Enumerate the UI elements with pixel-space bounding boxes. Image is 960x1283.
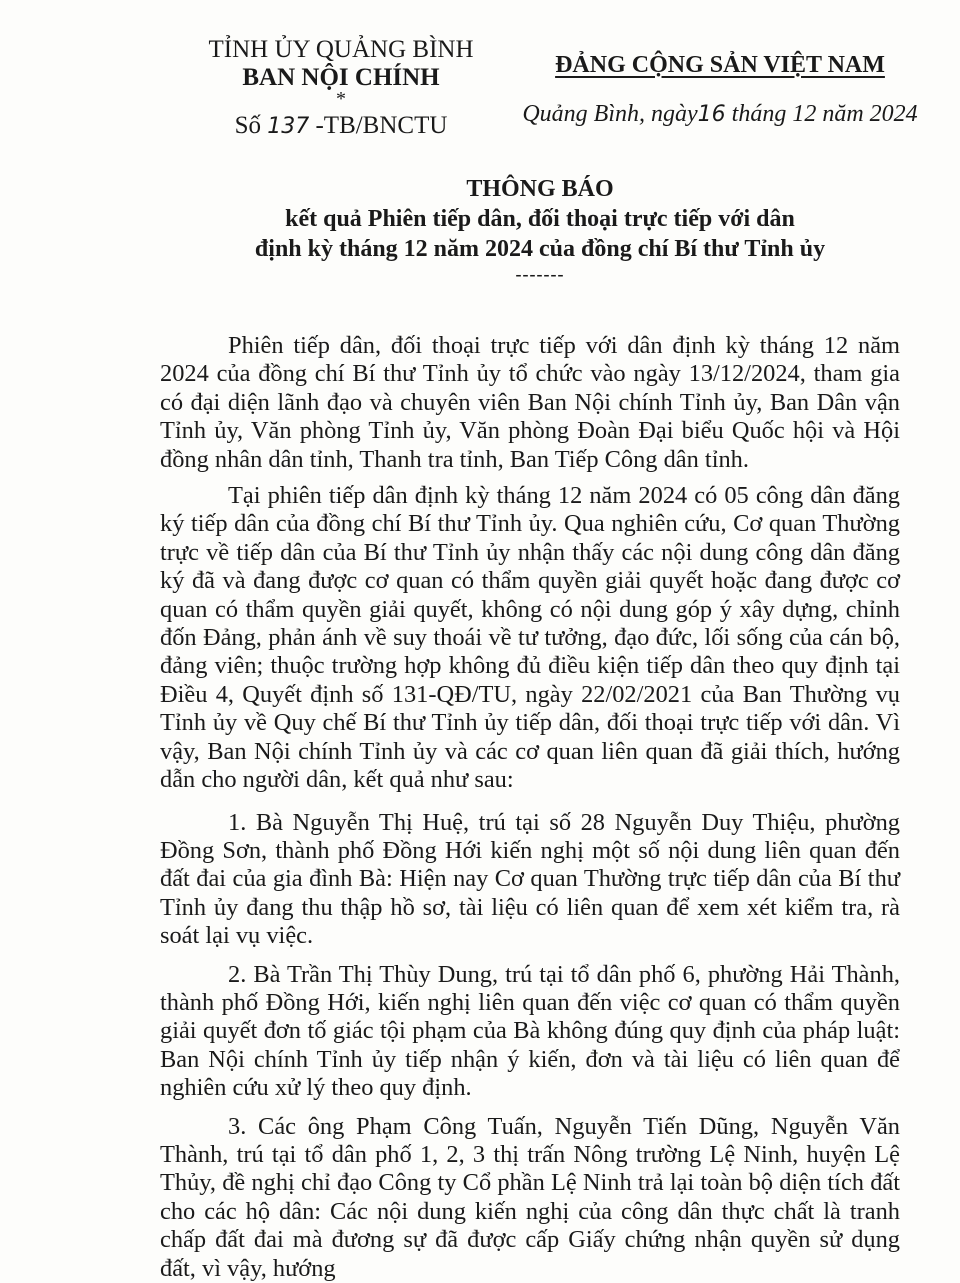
list-item-2: 2. Bà Trần Thị Thùy Dung, trú tại tổ dân phố 6, phường Hải Thành, thành phố Đồng Hới, kiến nghị liên quan đến việc cơ quan có thẩm quyền giải quyết đơn tố giác tội phạm của Bà không đúng quy định của pháp luật: Ban Nội chính Tỉnh ủy tiếp nhận ý kiến, đơn và tài liệu có liên quan để nghiên cứu xử lý theo quy định. bbox=[160, 960, 900, 1102]
party-header bbox=[520, 52, 920, 128]
paragraph-intro: Phiên tiếp dân, đối thoại trực tiếp với dân định kỳ tháng 12 năm 2024 của đồng chí Bí thư Tỉnh ủy tổ chức vào ngày 13/12/2024, tham gia có đại diện lãnh đạo và chuyên viên Ban Nội chính Tỉnh ủy, Ban Dân vận Tỉnh ủy, Văn phòng Tỉnh ủy, Văn phòng Đoàn Đại biểu Quốc hội và Hội đồng nhân dân tỉnh, Thanh tra tỉnh, Ban Tiếp Công dân tỉnh. bbox=[160, 332, 900, 473]
place-date-prefix: Quảng Bình, ngày bbox=[522, 101, 698, 127]
document-body bbox=[160, 332, 900, 1283]
department-name: BAN NỘI CHÍNH bbox=[242, 64, 440, 91]
title-line-2: định kỳ tháng 12 năm 2024 của đồng chí Bí thư Tỉnh ủy bbox=[254, 236, 826, 262]
province-committee: TỈNH ỦY QUẢNG BÌNH bbox=[208, 36, 474, 63]
title-main: THÔNG BÁO bbox=[466, 176, 614, 202]
header-star: * bbox=[336, 88, 346, 110]
party-name: ĐẢNG CỘNG SẢN VIỆT NAM bbox=[555, 52, 885, 78]
place-date-suffix: tháng 12 năm 2024 bbox=[731, 101, 918, 127]
handwritten-number: 137 bbox=[267, 114, 310, 139]
document-title bbox=[160, 174, 920, 284]
number-suffix: -TB/BNCTU bbox=[315, 112, 448, 139]
issuer-header bbox=[196, 36, 486, 141]
title-line-1: kết quả Phiên tiếp dân, đối thoại trực tiếp với dân bbox=[285, 206, 795, 232]
document-number bbox=[196, 112, 486, 141]
list-item-3: 3. Các ông Phạm Công Tuấn, Nguyễn Tiến Dũng, Nguyễn Văn Thành, trú tại tổ dân phố 1, 2, 3 thị trấn Nông trường Lệ Ninh, huyện Lệ Thủy, đề nghị chỉ đạo Công ty Cổ phần Lệ Ninh trả lại toàn bộ diện tích đất cho các hộ dân: Các nội dung kiến nghị của công dân thực chất là tranh chấp đất đai mà đương sự đã được cấp Giấy chứng nhận quyền sử dụng đất, vì vậy, hướng bbox=[160, 1112, 900, 1282]
number-prefix: Số bbox=[234, 112, 261, 139]
handwritten-day: 16 bbox=[697, 102, 726, 127]
place-date bbox=[520, 101, 920, 128]
list-item-1: 1. Bà Nguyễn Thị Huệ, trú tại số 28 Nguyễn Duy Thiệu, phường Đồng Sơn, thành phố Đồng Hới kiến nghị một số nội dung liên quan đến đất đai của gia đình Bà: Hiện nay Cơ quan Thường trực tiếp dân của Bí thư Tỉnh ủy đang thu thập hồ sơ, tài liệu có liên quan để xem xét kiểm tra, rà soát lại vụ việc. bbox=[160, 808, 900, 950]
paragraph-context: Tại phiên tiếp dân định kỳ tháng 12 năm 2024 có 05 công dân đăng ký tiếp dân của đồng chí Bí thư Tỉnh ủy. Qua nghiên cứu, Cơ quan Thường trực về tiếp dân của Bí thư Tỉnh ủy nhận thấy các nội dung công dân đăng ký đã và đang được cơ quan có thẩm quyền giải quyết hoặc đang được cơ quan có thẩm quyền giải quyết, không có nội dung góp ý xây dựng, chỉnh đốn Đảng, phản ánh về suy thoái về tư tưởng, đạo đức, lối sống của cán bộ, đảng viên; thuộc trường hợp không đủ điều kiện tiếp dân theo quy định tại Điều 4, Quyết định số 131-QĐ/TU, ngày 22/02/2021 của Ban Thường vụ Tỉnh ủy về Quy chế Bí thư Tỉnh ủy tiếp dân, đối thoại trực tiếp với dân. Vì vậy, Ban Nội chính Tỉnh ủy và các cơ quan liên quan đã giải thích, hướng dẫn cho người dân, kết quả như sau: bbox=[160, 482, 900, 794]
title-separator: ------- bbox=[515, 264, 565, 284]
